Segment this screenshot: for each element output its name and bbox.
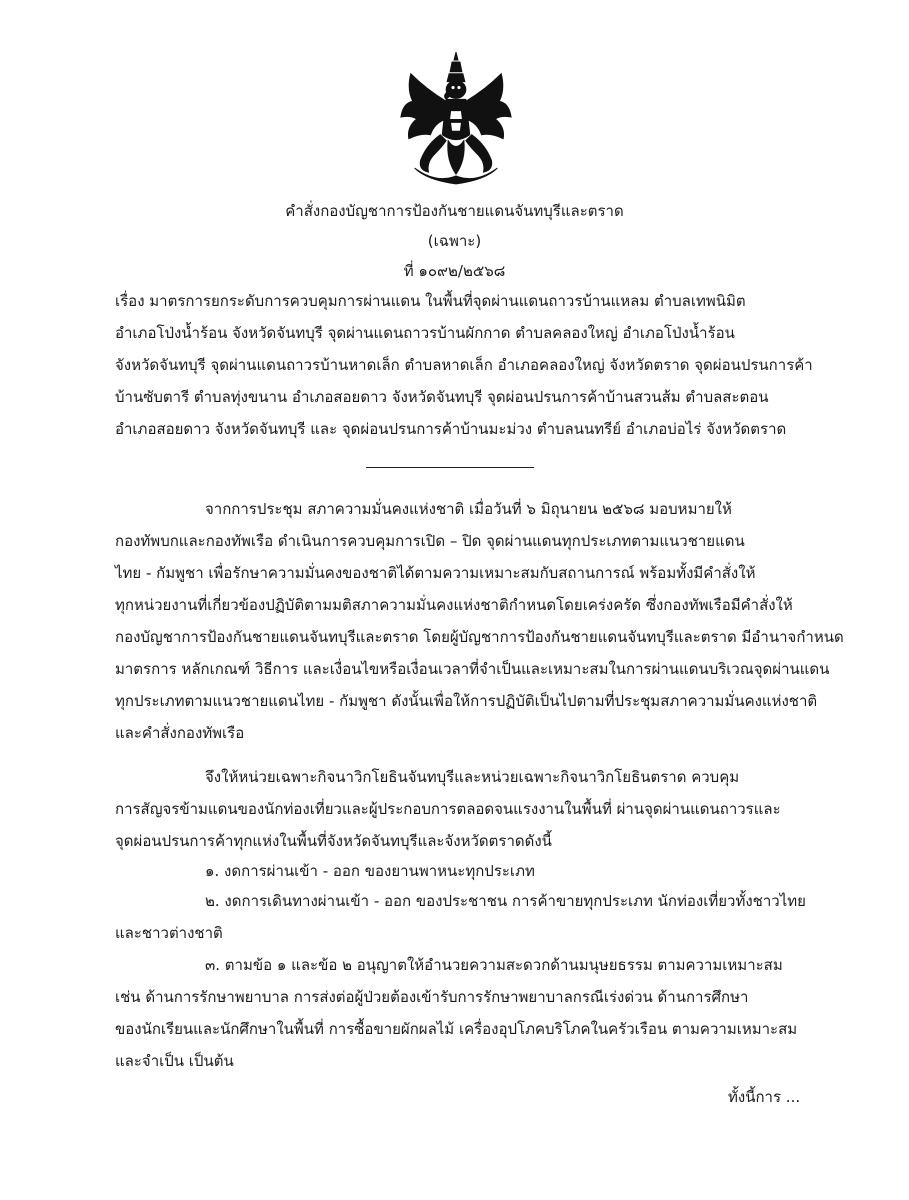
paragraph-line: ทุกหน่วยงานที่เกี่ยวข้องปฏิบัติตามมติสภาความมั่นคงแห่งชาติกำหนดโดยเคร่งครัด ซึ่งกองทัพเรือมีคำสั่งให้ <box>115 596 793 614</box>
continuation-marker: ทั้งนี้การ ... <box>728 1088 801 1106</box>
paragraph-line: มาตรการ หลักเกณฑ์ วิธีการ และเงื่อนไขหรือเงื่อนเวลาที่จำเป็นและเหมาะสมในการผ่านแดนบริเวณจุดผ่านแดน <box>115 660 830 678</box>
subject-line: อำเภอโป่งน้ำร้อน จังหวัดจันทบุรี จุดผ่านแดนถาวรบ้านผักกาด ตำบลคลองใหญ่ อำเภอโป่งน้ำร้อน <box>115 324 735 342</box>
subject-line: เรื่อง มาตรการยกระดับการควบคุมการผ่านแดน ในพื้นที่จุดผ่านแดนถาวรบ้านแหลม ตำบลเทพนิมิต <box>115 292 746 310</box>
subject-line: บ้านซับตารี ตำบลทุ่งขนาน อำเภอสอยดาว จังหวัดจันทบุรี จุดผ่อนปรนการค้าบ้านสวนส้ม ตำบลสะตอน <box>115 388 769 406</box>
classification-label: (เฉพาะ) <box>427 232 482 250</box>
paragraph-line: จากการประชุม สภาความมั่นคงแห่งชาติ เมื่อวันที่ ๖ มิถุนายน ๒๕๖๘ มอบหมายให้ <box>205 500 732 518</box>
order-title: คำสั่งกองบัญชาการป้องกันชายแดนจันทบุรีและตราด <box>285 202 624 220</box>
paragraph-line: กองบัญชาการป้องกันชายแดนจันทบุรีและตราด โดยผู้บัญชาการป้องกันชายแดนจันทบุรีและตราด มีอำนาจกำหนด <box>115 628 844 646</box>
paragraph-line: การสัญจรข้ามแดนของนักท่องเที่ยวและผู้ประกอบการตลอดจนแรงงานในพื้นที่ ผ่านจุดผ่านแดนถาวรและ <box>115 800 781 818</box>
subject-line: อำเภอสอยดาว จังหวัดจันทบุรี และ จุดผ่อนปรนการค้าบ้านมะม่วง ตำบลนนทรีย์ อำเภอบ่อไร่ จังหวัดตราด <box>115 420 787 438</box>
list-item-continuation: และจำเป็น เป็นต้น <box>115 1052 234 1070</box>
list-item: ๓. ตามข้อ ๑ และข้อ ๒ อนุญาตให้อำนวยความสะดวกด้านมนุษยธรรม ตามความเหมาะสม <box>205 956 783 974</box>
paragraph-line: จึงให้หน่วยเฉพาะกิจนาวิกโยธินจันทบุรีและหน่วยเฉพาะกิจนาวิกโยธินตราด ควบคุม <box>205 768 740 786</box>
list-item: ๒. งดการเดินทางผ่านเข้า - ออก ของประชาชน การค้าขายทุกประเภท นักท่องเที่ยวทั้งชาวไทย <box>205 892 806 910</box>
order-number: ที่ ๑๐๙๒/๒๕๖๘ <box>403 262 506 280</box>
list-item: ๑. งดการผ่านเข้า - ออก ของยานพาหนะทุกประเภท <box>205 862 535 880</box>
list-item-continuation: เช่น ด้านการรักษาพยาบาล การส่งต่อผู้ป่วยต้องเข้ารับการรักษาพยาบาลกรณีเร่งด่วน ด้านการศึกษา <box>115 988 749 1006</box>
list-item-continuation: ของนักเรียนและนักศึกษาในพื้นที่ การซื้อขายผักผลไม้ เครื่องอุปโภคบริโภคในครัวเรือน ตามความเหมาะสม <box>115 1020 798 1038</box>
subject-line: จังหวัดจันทบุรี จุดผ่านแดนถาวรบ้านหาดเล็ก ตำบลหาดเล็ก อำเภอคลองใหญ่ จังหวัดตราด จุดผ่อนปรนการค้า <box>115 356 813 374</box>
list-item-continuation: และชาวต่างชาติ <box>115 924 223 942</box>
paragraph-line: และคำสั่งกองทัพเรือ <box>115 724 245 742</box>
garuda-emblem-icon <box>397 50 515 186</box>
paragraph-line: จุดผ่อนปรนการค้าทุกแห่งในพื้นที่จังหวัดจันทบุรีและจังหวัดตราดดังนี้ <box>115 832 552 850</box>
paragraph-line: ทุกประเภทตามแนวชายแดนไทย - กัมพูชา ดังนั้นเพื่อให้การปฏิบัติเป็นไปตามที่ประชุมสภาความมั่นคงแห่งชาติ <box>115 692 818 710</box>
paragraph-line: ไทย - กัมพูชา เพื่อรักษาความมั่นคงของชาติได้ตามความเหมาะสมกับสถานการณ์ พร้อมทั้งมีคำสั่งให้ <box>115 564 756 582</box>
paragraph-line: กองทัพบกและกองทัพเรือ ดำเนินการควบคุมการเปิด – ปิด จุดผ่านแดนทุกประเภทตามแนวชายแดน <box>115 532 745 550</box>
separator-rule <box>366 467 534 468</box>
